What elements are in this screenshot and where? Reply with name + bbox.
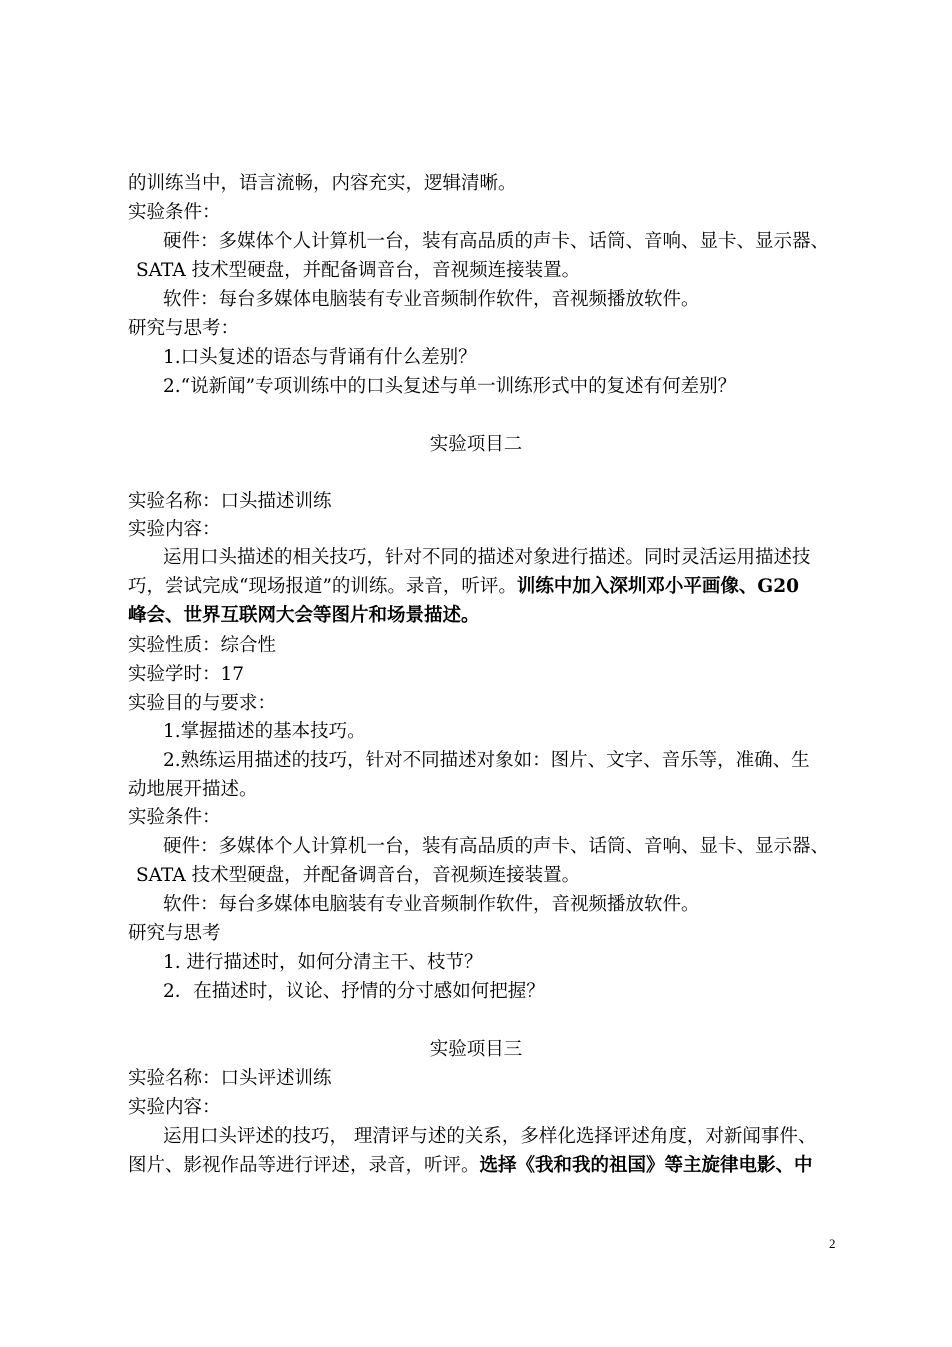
project-3-content-label: 实验内容： — [128, 1097, 221, 1118]
project-2-goal-2-cont: 动地展开描述。 — [128, 779, 258, 800]
content-highlight-text: 选择《我和我的祖国》等主旋律电影、中 — [479, 1155, 813, 1176]
project-2-goal-label: 实验目的与要求： — [128, 693, 277, 714]
software-line: 软件：每台多媒体电脑装有专业音频制作软件，音视频播放软件。 — [163, 289, 700, 310]
project-2-conditions-label: 实验条件： — [128, 807, 221, 828]
page-number: 2 — [829, 1236, 836, 1251]
project-2-content-label: 实验内容： — [128, 519, 221, 540]
project-2-goal-2: 2.熟练运用描述的技巧，针对不同描述对象如：图片、文字、音乐等，准确、生 — [163, 750, 810, 771]
project-3-title: 实验项目三 — [429, 1039, 523, 1060]
research-question-2: 2.“说新闻”专项训练中的口头复述与单一训练形式中的复述有何差别？ — [163, 376, 737, 397]
project-3-content-line-1: 运用口头评述的技巧， 理清评与述的关系，多样化选择评述角度，对新闻事件、 — [163, 1126, 817, 1147]
project-3-content-line-2 — [128, 1154, 813, 1178]
research-question-1: 1.口头复述的语态与背诵有什么差别？ — [163, 347, 477, 368]
project-2-hardware-line: 硬件：多媒体个人计算机一台，装有高品质的声卡、话筒、音响、显卡、显示器、 — [163, 836, 830, 857]
project-2-title: 实验项目二 — [429, 434, 523, 455]
content-highlight-text: 训练中加入深圳邓小平画像、G20 — [516, 576, 799, 597]
project-2-nature: 实验性质：综合性 — [128, 635, 277, 656]
project-2-content-line-2 — [128, 575, 799, 599]
project-2-hours: 实验学时：17 — [128, 664, 245, 685]
project-2-goal-1: 1.掌握描述的基本技巧。 — [163, 721, 366, 742]
hardware-line: 硬件：多媒体个人计算机一台，装有高品质的声卡、话筒、音响、显卡、显示器、 — [163, 231, 830, 252]
project-2-software-line: 软件：每台多媒体电脑装有专业音频制作软件，音视频播放软件。 — [163, 894, 700, 915]
project-3-name: 实验名称：口头评述训练 — [128, 1068, 332, 1089]
project-2-research-label: 研究与思考 — [128, 923, 221, 944]
project-2-content-line-1: 运用口头描述的相关技巧，针对不同的描述对象进行描述。同时灵活运用描述技 — [163, 547, 811, 568]
content-normal-text: 图片、影视作品等进行评述，录音，听评。 — [128, 1155, 480, 1176]
research-label: 研究与思考： — [128, 318, 240, 339]
project-2-hardware-line-cont: SATA 技术型硬盘，并配备调音台，音视频连接装置。 — [136, 865, 581, 886]
conditions-label: 实验条件： — [128, 202, 221, 223]
paragraph-continuation: 的训练当中，语言流畅，内容充实，逻辑清晰。 — [128, 173, 517, 194]
project-2-name: 实验名称：口头描述训练 — [128, 491, 332, 512]
hardware-line-cont: SATA 技术型硬盘，并配备调音台，音视频连接装置。 — [136, 260, 581, 281]
project-2-research-question-2: 2．在描述时，议论、抒情的分寸感如何把握？ — [163, 981, 545, 1002]
content-normal-text: 巧，尝试完成“现场报道”的训练。录音，听评。 — [128, 576, 517, 597]
project-2-research-question-1: 1. 进行描述时，如何分清主干、枝节？ — [163, 952, 483, 973]
project-2-content-line-3: 峰会、世界互联网大会等图片和场景描述。 — [128, 605, 480, 626]
